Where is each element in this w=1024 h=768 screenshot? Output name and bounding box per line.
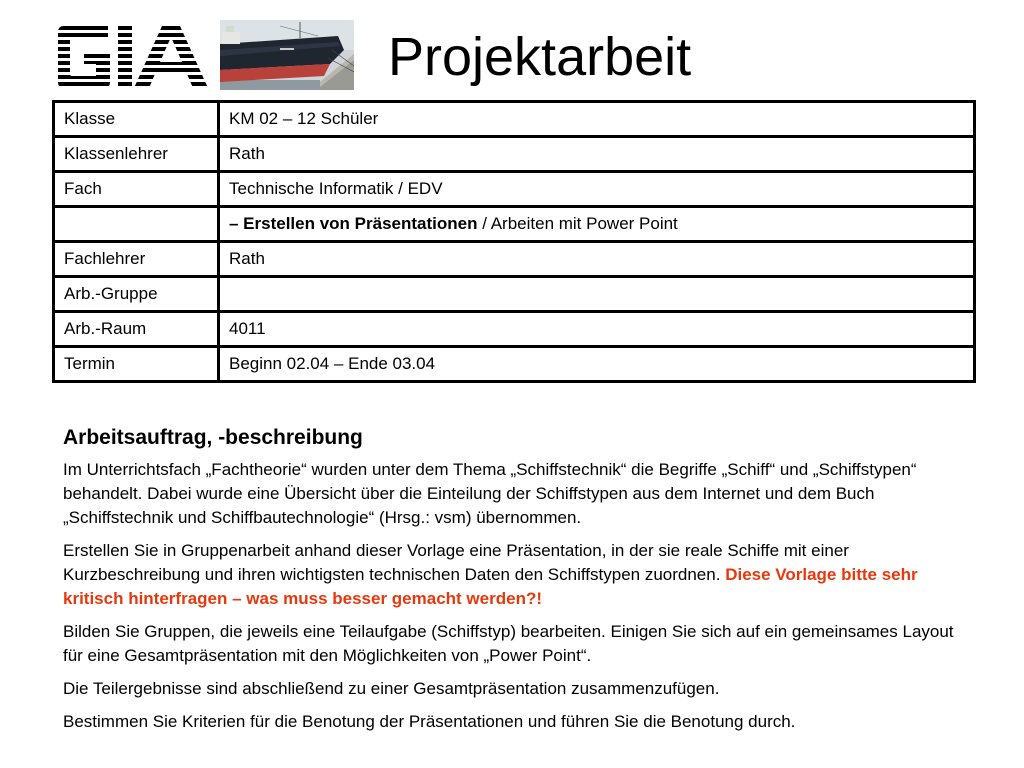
row-label: Fachlehrer (54, 242, 219, 277)
row-value: 4011 (219, 312, 975, 347)
table-row (54, 242, 975, 277)
paragraph: Bestimmen Sie Kriterien für die Benotung der Präsentationen und führen Sie die Benotung durch. (63, 712, 796, 731)
paragraph (63, 539, 963, 611)
table-row (54, 347, 975, 382)
row-value: Rath (219, 242, 975, 277)
row-label: Klasse (54, 102, 219, 137)
row-label: Fach (54, 172, 219, 207)
table-row (54, 207, 975, 242)
row-value: Beginn 02.04 – Ende 03.04 (219, 347, 975, 382)
row-label: Arb.-Gruppe (54, 277, 219, 312)
paragraph: Im Unterrichtsfach „Fachtheorie“ wurden unter dem Thema „Schiffstechnik“ die Begriffe „Schiff“ und „Schiffstypen“ behandelt. Dabei wurde eine Übersicht über die Einteilung der Schiffstypen aus dem Internet und dem Buch „Schiffstechnik und Schiffbautechnologie“ (Hrsg.: vsm) übernommen. (63, 460, 917, 527)
row-value (219, 277, 975, 312)
table-row (54, 172, 975, 207)
table-row (54, 137, 975, 172)
row-value: KM 02 – 12 Schüler (219, 102, 975, 137)
row-value-rest: / Arbeiten mit Power Point (477, 214, 678, 233)
row-value: Rath (219, 137, 975, 172)
row-label (54, 207, 219, 242)
gia-logo (56, 26, 210, 88)
paragraph: Bilden Sie Gruppen, die jeweils eine Teilaufgabe (Schiffstyp) bearbeiten. Einigen Sie sich auf ein gemeinsames Layout für eine Gesamtpräsentation mit den Möglichkeiten von „Power Point“. (63, 622, 954, 665)
table-row (54, 277, 975, 312)
row-value: Technische Informatik / EDV (219, 172, 975, 207)
assignment-section (63, 424, 963, 743)
row-label: Klassenlehrer (54, 137, 219, 172)
paragraph: Die Teilergebnisse sind abschließend zu einer Gesamtpräsentation zusammenzufügen. (63, 679, 720, 698)
paragraph-text: Erstellen Sie in Gruppenarbeit anhand dieser Vorlage eine Präsentation, in der sie reale Schiffe mit einer Kurzbeschreibung und ihren wichtigsten technischen Daten den Schiffstypen zuordnen. (63, 541, 849, 584)
page-title: Projektarbeit (388, 27, 692, 87)
table-row (54, 312, 975, 347)
row-value-bold: – Erstellen von Präsentationen (229, 214, 478, 233)
table-row (54, 102, 975, 137)
row-value (219, 207, 975, 242)
row-label: Arb.-Raum (54, 312, 219, 347)
assignment-heading: Arbeitsauftrag, -beschreibung (63, 426, 363, 449)
row-label: Termin (54, 347, 219, 382)
highlight-note: Diese Vorlage bitte sehr kritisch hinterfragen – was muss besser gemacht werden?! (63, 565, 918, 608)
ship-photo (220, 20, 354, 90)
project-info-table (52, 100, 976, 383)
